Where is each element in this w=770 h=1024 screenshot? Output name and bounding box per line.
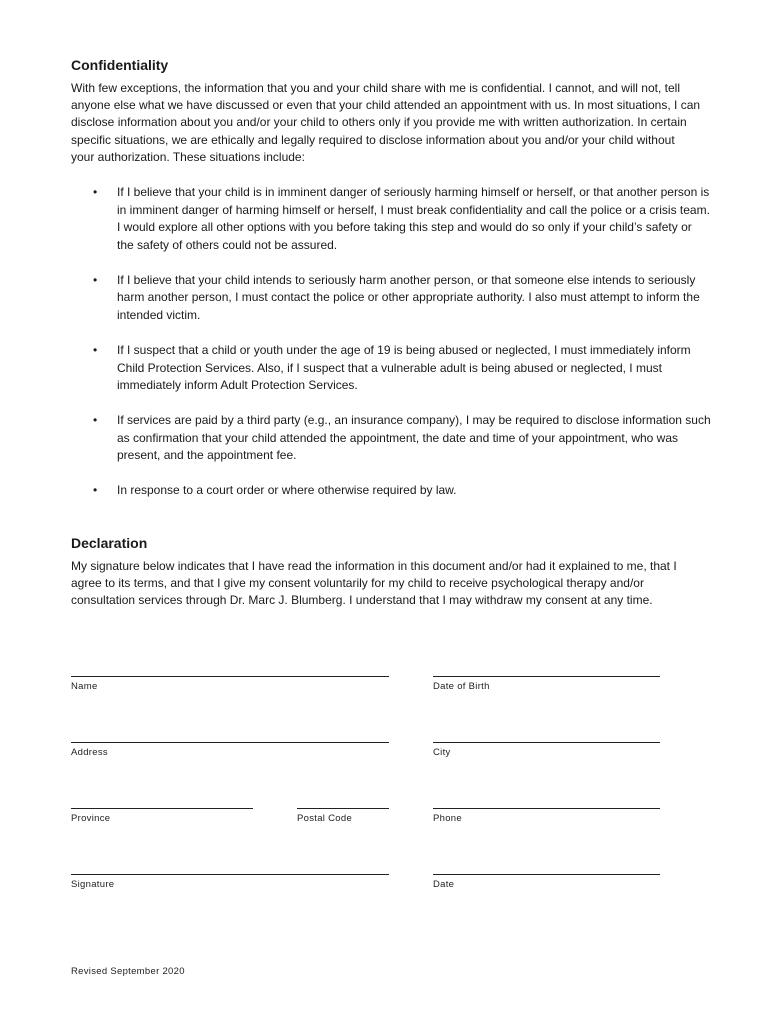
bullet-icon: • [93,413,98,428]
postal-code-label: Postal Code [297,813,353,824]
province-label: Province [71,813,111,824]
signature-field[interactable] [71,874,389,890]
date-field[interactable] [433,874,660,890]
bullet-icon: • [93,483,98,498]
city-field[interactable] [433,742,660,758]
signature-label: Signature [71,879,115,890]
date-of-birth-label: Date of Birth [433,681,490,692]
name-signature-line [71,676,389,677]
province-line [71,808,253,809]
list-item: • If I suspect that a child or youth under the age of 19 is being abused or neglected, I must immediately inform Child Protection Services. Also, if I suspect that a vulnerable adult is being abused or neglected, I must immediately inform Adult Protection Services. [93,342,691,393]
city-label: City [433,747,451,758]
postal-code-field[interactable] [297,808,389,824]
province-field[interactable] [71,808,253,824]
bullet-icon: • [93,342,98,357]
city-line [433,742,660,743]
bullet-icon: • [93,185,98,199]
list-item: • If services are paid by a third party (e.g., an insurance company), I may be required to disclose information such as confirmation that your child attended the appointment, the date and time of your appointment, who was present, and the appointment fee. [93,413,711,463]
declaration-heading: Declaration [71,535,148,551]
name-label: Name [71,681,98,692]
phone-line [433,808,660,809]
confidentiality-intro: With few exceptions, the information that you and your child share with me is confidential. I cannot, and will not, tell anyone else what we have discussed or even that your child attended an appointment with us. In most situations, I can disclose information about you and/or your child to others only if you provide me with written authorization. In certain specific situations, we are ethically and legally required to disclose information about you and/or your child without your authorization. These situations include: [71,81,701,164]
date-of-birth-line [433,676,660,677]
address-line [71,742,389,743]
date-label: Date [433,879,455,890]
declaration-text: My signature below indicates that I have read the information in this document and/or had it explained to me, that I agree to its terms, and that I give my consent voluntarily for my child to receive psychological therapy and/or consultation services through Dr. Marc J. Blumberg. I understand that I may withdraw my consent at any time. [71,559,677,608]
date-line [433,874,660,875]
phone-label: Phone [433,813,462,824]
date-of-birth-field[interactable] [433,676,660,692]
postal-code-line [297,808,389,809]
revision-note: Revised September 2020 [71,966,185,977]
confidentiality-heading: Confidentiality [71,57,169,73]
address-field[interactable] [71,742,389,758]
confidentiality-exceptions-list [71,184,711,517]
list-item: • If I believe that your child is in imminent danger of seriously harming himself or herself, or that another person is in imminent danger of harming himself or herself, I must break confidentiality and call the police or a crisis team. I would explore all other options with you before taking this step and would do so only if your child’s safety or the safety of others could not be assured. [93,185,710,252]
bullet-icon: • [93,272,98,287]
list-item: • In response to a court order or where otherwise required by law. [71,482,711,500]
name-field[interactable] [71,676,389,692]
address-label: Address [71,747,108,758]
list-item: • If I believe that your child intends to seriously harm another person, or that someone else intends to seriously harm another person, I must contact the police or other appropriate authority. I also must attempt to inform the intended victim. [93,272,700,322]
phone-field[interactable] [433,808,660,824]
signature-line [71,874,389,875]
